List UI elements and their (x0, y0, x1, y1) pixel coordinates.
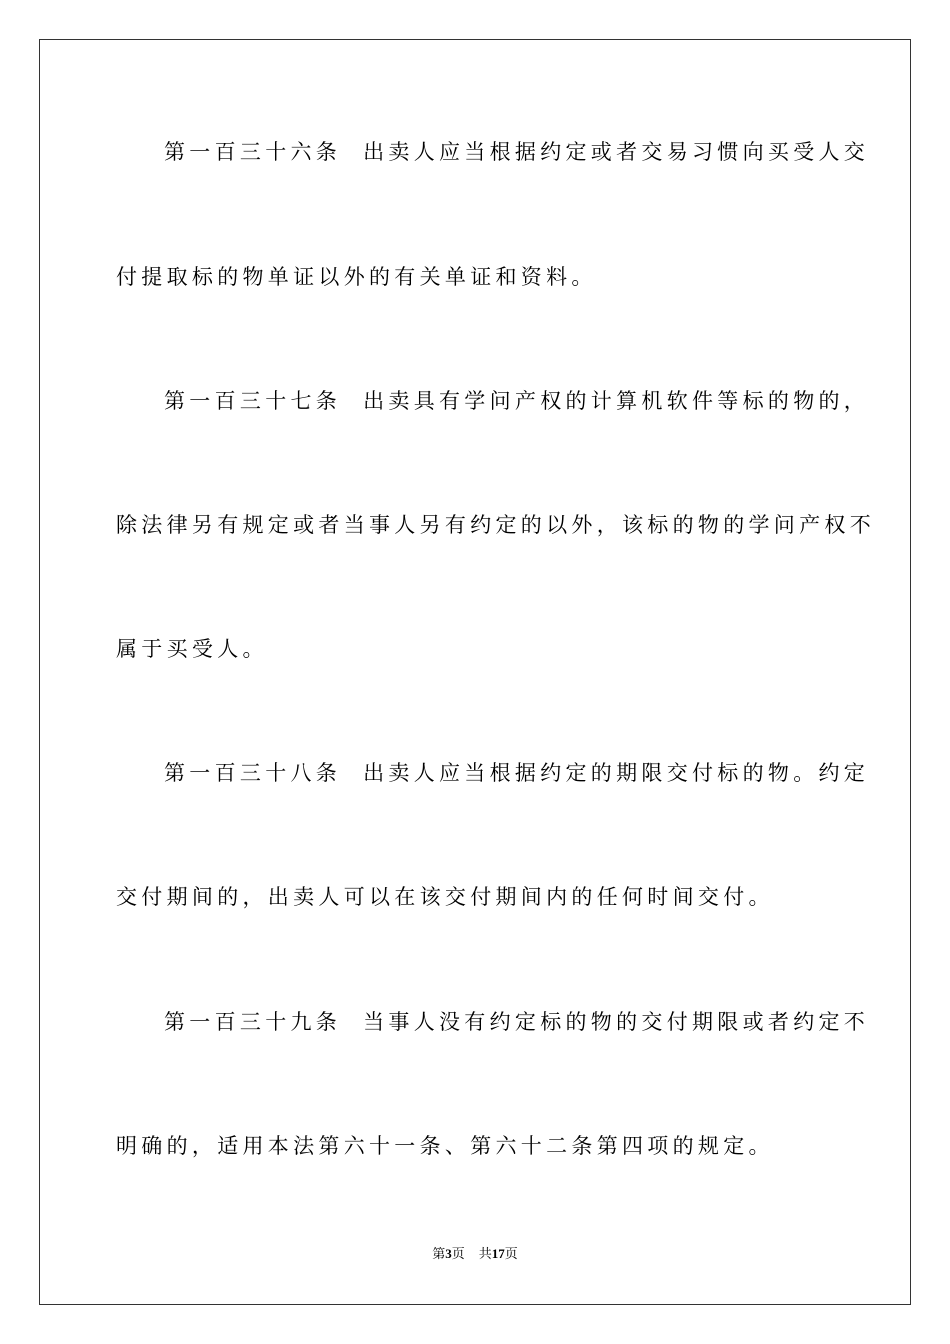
article-137-first-line (164, 386, 950, 416)
page-prefix: 第 (432, 1246, 446, 1261)
page-footer (0, 1246, 950, 1262)
article-number: 第一百三十八条 (164, 761, 342, 785)
total-suffix: 页 (504, 1246, 518, 1261)
article-text-line: 除法律另有规定或者当事人另有约定的以外，该标的物的学问产权不 (116, 513, 875, 537)
article-136-first-line (164, 137, 950, 167)
article-text-line: 属于买受人。 (116, 637, 268, 661)
article-text: 出卖人应当根据约定或者交易习惯向买受人交 (363, 140, 870, 164)
article-text: 出卖人应当根据约定的期限交付标的物。约定 (363, 761, 870, 785)
total-prefix: 共 (478, 1246, 492, 1261)
article-number: 第一百三十六条 (164, 140, 342, 164)
page-number: 3 (445, 1246, 452, 1261)
article-138-first-line (164, 758, 950, 788)
article-text-line: 交付期间的，出卖人可以在该交付期间内的任何时间交付。 (116, 885, 774, 909)
article-number: 第一百三十九条 (164, 1010, 342, 1034)
total-pages: 17 (491, 1246, 505, 1261)
page-suffix: 页 (451, 1246, 465, 1261)
article-text-line: 明确的，适用本法第六十一条、第六十二条第四项的规定。 (116, 1134, 774, 1158)
page-border (39, 39, 911, 1305)
article-text-line: 付提取标的物单证以外的有关单证和资料。 (116, 265, 597, 289)
article-text: 出卖具有学问产权的计算机软件等标的物的， (363, 389, 870, 413)
article-number: 第一百三十七条 (164, 389, 342, 413)
article-139-first-line (164, 1007, 950, 1037)
article-text: 当事人没有约定标的物的交付期限或者约定不 (363, 1010, 870, 1034)
